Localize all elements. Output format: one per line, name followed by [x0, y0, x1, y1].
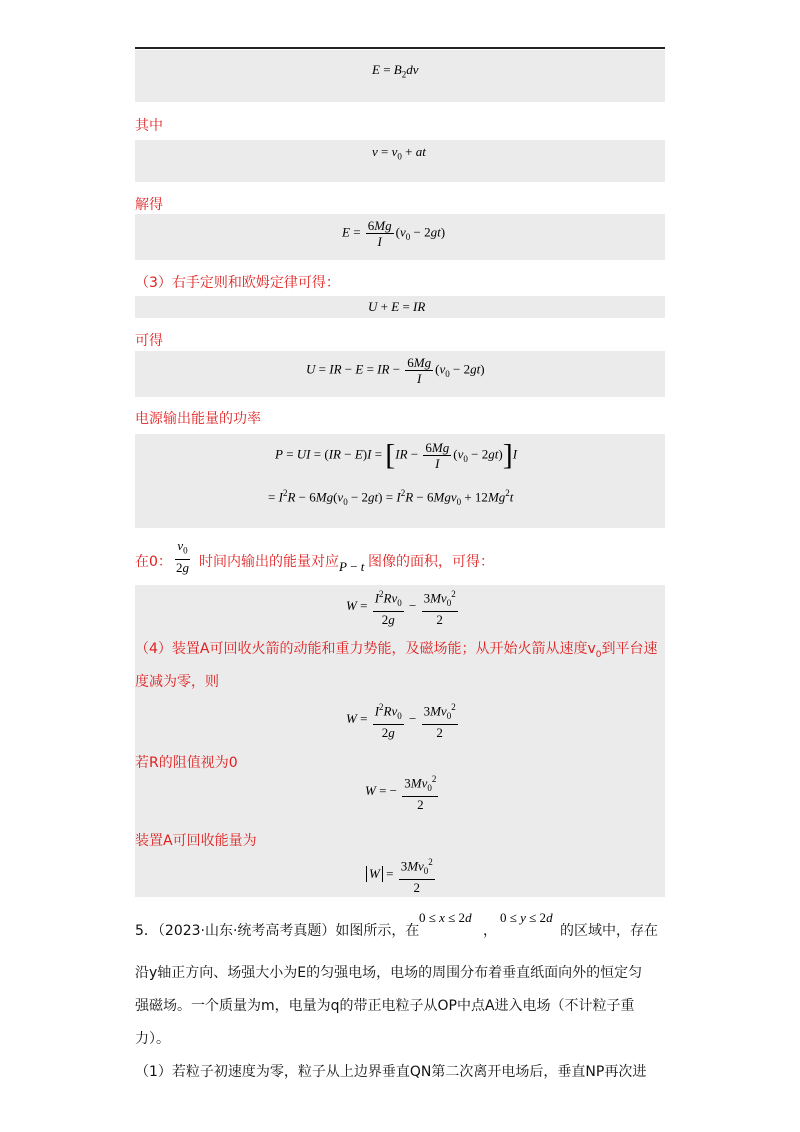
problem5-cond1: 0 ≤ x ≤ 2d [419, 910, 472, 925]
equation-e4: U + E = IR [368, 299, 426, 314]
problem5-cond2: 0 ≤ y ≤ 2d [500, 910, 553, 925]
label-r-zero: 若R的阻值视为0 [135, 755, 238, 771]
label-area-b: 时间内输出的能量对应 [199, 554, 339, 570]
equation-e8: W = $\frac{I^2Rv_0}{2g}$ − $\frac{3Mv_0^2}{2}$ [346, 589, 456, 627]
equation-e9: W = $\frac{I^2Rv_0}{2g}$ − $\frac{3Mv_0^2}{2}$ [346, 702, 456, 740]
header-rule [135, 47, 665, 49]
equation-e5: U = IR − E = IR − $\frac{6Mg}{I}$ $(v_0 - 2gt)$ [306, 355, 485, 386]
equation-e3: E = $\frac{6Mg}{I}$ $(v_0 - 2gt)$ [342, 218, 446, 249]
problem5-line1a: 5．（2023·山东·统考高考真题）如图所示，在 [135, 923, 420, 939]
label-qizhong: 其中 [135, 118, 163, 134]
label-kede: 可得 [135, 333, 163, 349]
equation-e1: $E = B_2dv$ [372, 62, 419, 80]
equation-e11: W = $\frac{3Mv_0^2}{2}$ [366, 855, 437, 895]
fraction-v0-2g: $\frac{v_0}{2g}$ [176, 538, 189, 575]
equation-e6: P = UI = (IR − E)I = [IR − $\frac{6Mg}{I}$ $(v_0 - 2gt)]I$ [275, 438, 518, 472]
equation-e10: W = − $\frac{3Mv_0^2}{2}$ [365, 774, 437, 812]
equation-e7: = $I^2R - 6Mg(v_0 - 2gt) = I^2R - 6Mgv_0 + 12Mg^2t$ [268, 488, 514, 507]
label-jiede: 解得 [135, 197, 163, 213]
axis-p-t: P − t [339, 559, 365, 574]
problem5-line5: （1）若粒子初速度为零，粒子从上边界垂直QN第二次离开电场后，垂直NP再次进 [135, 1064, 647, 1080]
problem5-line1b: 的区域中，存在 [560, 923, 658, 939]
label-recover: 装置A可回收能量为 [135, 833, 257, 849]
label-area [135, 551, 172, 571]
equation-box-7 [135, 585, 665, 897]
problem5-line2: 沿y轴正方向、场强大小为E的匀强电场，电场的周围分布着垂直纸面向外的恒定匀 [135, 965, 643, 981]
problem5-comma: ， [483, 923, 497, 939]
label-step3: （3）右手定则和欧姆定律可得： [135, 275, 340, 291]
label-area-a: 在0： [135, 554, 172, 570]
label-step4-line1: （4）装置A可回收火箭的动能和重力势能，及磁场能；从开始火箭从速度$v_0$到平台速 [135, 641, 658, 660]
problem5-line3: 强磁场。一个质量为m，电量为q的带正电粒子从OP中点A进入电场（不计粒子重 [135, 998, 635, 1014]
label-power: 电源输出能量的功率 [135, 411, 261, 427]
label-area-c: 图像的面积，可得： [368, 554, 494, 570]
problem5-line4: 力）。 [135, 1031, 170, 1047]
label-step4-line2: 度减为零，则 [135, 674, 219, 690]
equation-e2: $v = v_0$ + at [372, 144, 426, 162]
